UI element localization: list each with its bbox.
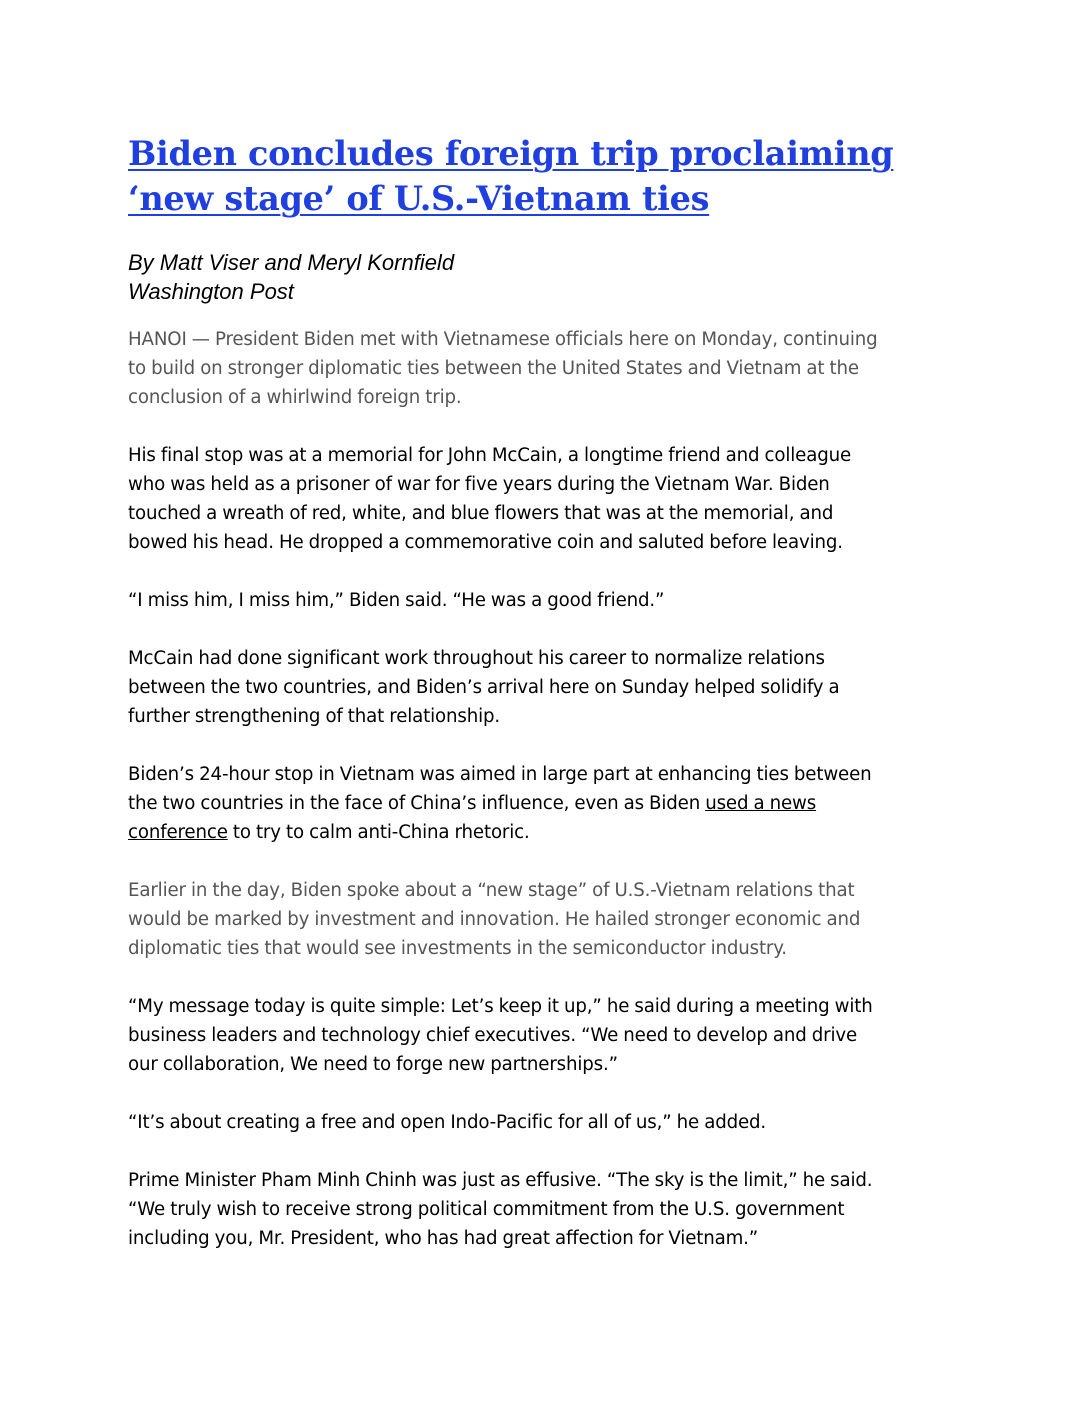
news-conference-link[interactable]: used a news bbox=[705, 793, 817, 814]
headline-link[interactable] bbox=[128, 131, 958, 221]
paragraph-line: “I miss him, I miss him,” Biden said. “He was a good friend.” bbox=[128, 590, 665, 611]
paragraph-line: bowed his head. He dropped a commemorative coin and saluted before leaving. bbox=[128, 532, 843, 553]
paragraph-line: HANOI — President Biden met with Vietnamese officials here on Monday, continuing bbox=[128, 329, 878, 350]
paragraph bbox=[128, 760, 958, 847]
paragraph-line: “It’s about creating a free and open Indo-Pacific for all of us,” he added. bbox=[128, 1112, 767, 1133]
headline-line[interactable]: ‘new stage’ of U.S.-Vietnam ties bbox=[128, 179, 710, 218]
paragraph-line: including you, Mr. President, who has had great affection for Vietnam.” bbox=[128, 1228, 759, 1249]
paragraph-line: Earlier in the day, Biden spoke about a “new stage” of U.S.-Vietnam relations that bbox=[128, 880, 855, 901]
news-conference-link[interactable]: conference bbox=[128, 822, 228, 843]
headline-line[interactable]: Biden concludes foreign trip proclaiming bbox=[128, 134, 894, 173]
paragraph-line bbox=[128, 760, 958, 789]
paragraph bbox=[128, 1166, 958, 1253]
paragraph-text: the two countries in the face of China’s influence, even as Biden bbox=[128, 793, 706, 814]
paragraph-line bbox=[128, 789, 958, 818]
paragraph-line: to build on stronger diplomatic ties between the United States and Vietnam at the bbox=[128, 358, 859, 379]
paragraph-line: McCain had done significant work throughout his career to normalize relations bbox=[128, 648, 825, 669]
paragraph bbox=[128, 586, 958, 615]
paragraph-line: who was held as a prisoner of war for five years during the Vietnam War. Biden bbox=[128, 474, 830, 495]
paragraph-line: “We truly wish to receive strong political commitment from the U.S. government bbox=[128, 1199, 845, 1220]
paragraph-line: touched a wreath of red, white, and blue flowers that was at the memorial, and bbox=[128, 503, 834, 524]
paragraph-line: diplomatic ties that would see investments in the semiconductor industry. bbox=[128, 938, 787, 959]
byline-publication: Washington Post bbox=[128, 279, 294, 304]
paragraph bbox=[128, 441, 958, 557]
paragraph bbox=[128, 992, 958, 1079]
paragraph-line: our collaboration, We need to forge new partnerships.” bbox=[128, 1054, 618, 1075]
paragraph-line: His final stop was at a memorial for John McCain, a longtime friend and colleague bbox=[128, 445, 852, 466]
paragraph-line: Prime Minister Pham Minh Chinh was just as effusive. “The sky is the limit,” he said. bbox=[128, 1170, 873, 1191]
paragraph bbox=[128, 876, 958, 963]
paragraph bbox=[128, 1108, 958, 1137]
paragraph-line: business leaders and technology chief executives. “We need to develop and drive bbox=[128, 1025, 858, 1046]
paragraph bbox=[128, 644, 958, 731]
paragraph-line: conclusion of a whirlwind foreign trip. bbox=[128, 387, 462, 408]
paragraph-line bbox=[128, 818, 958, 847]
paragraph-line: further strengthening of that relationship. bbox=[128, 706, 501, 727]
byline-authors: By Matt Viser and Meryl Kornfield bbox=[128, 250, 455, 275]
paragraph bbox=[128, 325, 958, 412]
paragraph-line: would be marked by investment and innovation. He hailed stronger economic and bbox=[128, 909, 861, 930]
byline bbox=[128, 248, 958, 306]
paragraph-text: Biden’s 24-hour stop in Vietnam was aimed in large part at enhancing ties between bbox=[128, 764, 872, 785]
paragraph-line: “My message today is quite simple: Let’s keep it up,” he said during a meeting with bbox=[128, 996, 873, 1017]
article-body bbox=[128, 325, 958, 1253]
paragraph-line: between the two countries, and Biden’s arrival here on Sunday helped solidify a bbox=[128, 677, 840, 698]
paragraph-text: to try to calm anti-China rhetoric. bbox=[227, 822, 530, 843]
article-content bbox=[128, 131, 958, 1282]
